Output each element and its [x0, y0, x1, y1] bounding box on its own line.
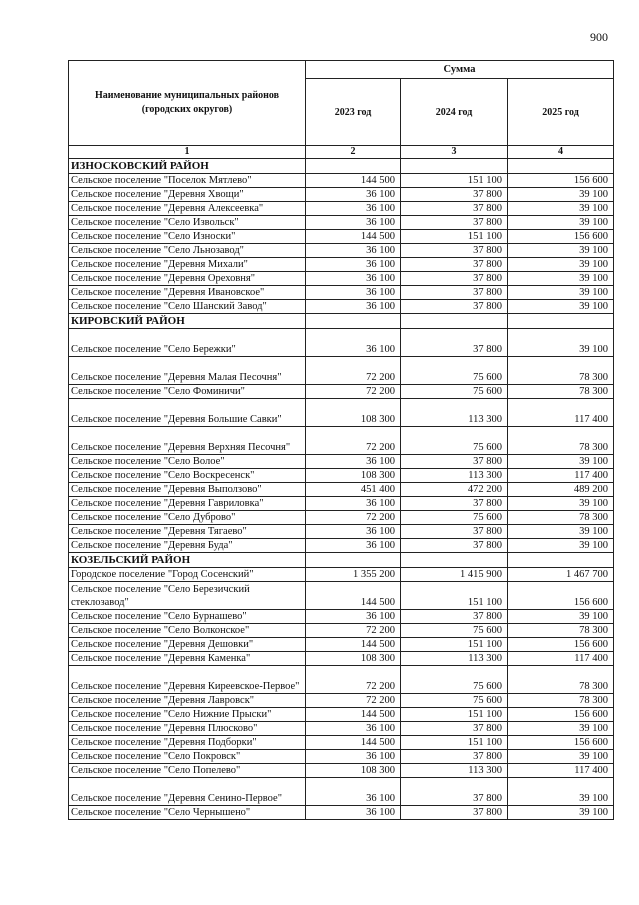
settlement-name: Сельское поселение "Село Березичский стеклозавод"	[69, 582, 306, 610]
amount-2024: 1 415 900	[401, 568, 508, 582]
empty-cell	[508, 159, 614, 174]
table-row	[69, 258, 614, 272]
amount-2023: 1 355 200	[306, 568, 401, 582]
amount-2023: 108 300	[306, 764, 401, 778]
amount-2024: 37 800	[401, 525, 508, 539]
district-row	[69, 553, 614, 568]
table-row	[69, 188, 614, 202]
table-row	[69, 610, 614, 624]
empty-cell	[401, 314, 508, 329]
settlement-name: Сельское поселение "Деревня Тягаево"	[69, 525, 306, 539]
empty-cell	[306, 314, 401, 329]
amount-2025: 156 600	[508, 638, 614, 652]
table-row	[69, 427, 614, 455]
amount-2023: 72 200	[306, 694, 401, 708]
table-row	[69, 722, 614, 736]
amount-2023: 72 200	[306, 666, 401, 694]
amount-2023: 36 100	[306, 722, 401, 736]
amount-2024: 37 800	[401, 258, 508, 272]
amount-2025: 39 100	[508, 216, 614, 230]
table-row	[69, 694, 614, 708]
amount-2024: 37 800	[401, 202, 508, 216]
column-number: 3	[401, 146, 508, 159]
settlement-name: Сельское поселение "Деревня Верхняя Песочня"	[69, 427, 306, 455]
settlement-name: Сельское поселение "Деревня Михали"	[69, 258, 306, 272]
settlement-name: Сельское поселение "Село Волконское"	[69, 624, 306, 638]
table-row	[69, 216, 614, 230]
amount-2024: 151 100	[401, 582, 508, 610]
amount-2024: 37 800	[401, 300, 508, 314]
amount-2025: 78 300	[508, 511, 614, 525]
settlement-name: Сельское поселение "Деревня Хвощи"	[69, 188, 306, 202]
page-number: 900	[590, 30, 608, 44]
amount-2024: 37 800	[401, 778, 508, 806]
table-row	[69, 497, 614, 511]
amount-2024: 37 800	[401, 722, 508, 736]
settlement-name: Сельское поселение "Село Попелево"	[69, 764, 306, 778]
settlement-name: Городское поселение "Город Сосенский"	[69, 568, 306, 582]
settlement-name: Сельское поселение "Село Льнозавод"	[69, 244, 306, 258]
amount-2023: 36 100	[306, 188, 401, 202]
amount-2024: 75 600	[401, 427, 508, 455]
table-row	[69, 778, 614, 806]
amount-2023: 144 500	[306, 174, 401, 188]
district-row	[69, 159, 614, 174]
table-row	[69, 539, 614, 553]
district-title: КИРОВСКИЙ РАЙОН	[69, 314, 306, 329]
settlement-name: Сельское поселение "Село Шанский Завод"	[69, 300, 306, 314]
amount-2024: 75 600	[401, 694, 508, 708]
amount-2025: 39 100	[508, 455, 614, 469]
settlement-name: Сельское поселение "Деревня Лавровск"	[69, 694, 306, 708]
empty-cell	[401, 159, 508, 174]
amount-2023: 72 200	[306, 357, 401, 385]
amount-2024: 37 800	[401, 244, 508, 258]
settlement-name: Сельское поселение "Деревня Гавриловка"	[69, 497, 306, 511]
table-row	[69, 708, 614, 722]
empty-cell	[401, 553, 508, 568]
amount-2023: 36 100	[306, 329, 401, 357]
table-row	[69, 357, 614, 385]
amount-2025: 39 100	[508, 539, 614, 553]
amount-2025: 1 467 700	[508, 568, 614, 582]
amount-2024: 151 100	[401, 174, 508, 188]
amount-2023: 108 300	[306, 652, 401, 666]
settlement-name: Сельское поселение "Село Извольск"	[69, 216, 306, 230]
settlement-name: Сельское поселение "Деревня Малая Песочня"	[69, 357, 306, 385]
amount-2025: 156 600	[508, 736, 614, 750]
table-row	[69, 469, 614, 483]
amount-2024: 37 800	[401, 610, 508, 624]
amount-2023: 36 100	[306, 244, 401, 258]
amount-2025: 156 600	[508, 582, 614, 610]
amount-2024: 151 100	[401, 230, 508, 244]
amount-2024: 472 200	[401, 483, 508, 497]
table-row	[69, 202, 614, 216]
amount-2023: 36 100	[306, 610, 401, 624]
table-row	[69, 525, 614, 539]
amount-2023: 36 100	[306, 202, 401, 216]
header-year-2024: 2024 год	[401, 79, 508, 146]
settlement-name: Сельское поселение "Село Чернышено"	[69, 806, 306, 820]
settlement-name: Сельское поселение "Деревня Выползово"	[69, 483, 306, 497]
table-row	[69, 750, 614, 764]
amount-2024: 37 800	[401, 272, 508, 286]
table-row	[69, 230, 614, 244]
settlement-name: Сельское поселение "Село Воскресенск"	[69, 469, 306, 483]
amount-2025: 39 100	[508, 202, 614, 216]
settlement-name: Сельское поселение "Деревня Большие Савки"	[69, 399, 306, 427]
amount-2023: 36 100	[306, 750, 401, 764]
amount-2023: 36 100	[306, 300, 401, 314]
table-row	[69, 174, 614, 188]
table-row	[69, 455, 614, 469]
amount-2024: 37 800	[401, 497, 508, 511]
amount-2024: 75 600	[401, 511, 508, 525]
amount-2025: 39 100	[508, 610, 614, 624]
amount-2025: 39 100	[508, 806, 614, 820]
settlement-name: Сельское поселение "Село Волое"	[69, 455, 306, 469]
amount-2023: 36 100	[306, 539, 401, 553]
amount-2023: 36 100	[306, 525, 401, 539]
table-row	[69, 385, 614, 399]
settlement-name: Сельское поселение "Село Фоминичи"	[69, 385, 306, 399]
column-number: 2	[306, 146, 401, 159]
amount-2025: 78 300	[508, 427, 614, 455]
table-row	[69, 244, 614, 258]
district-title: ИЗНОСКОВСКИЙ РАЙОН	[69, 159, 306, 174]
amount-2024: 113 300	[401, 764, 508, 778]
settlement-name: Сельское поселение "Село Дуброво"	[69, 511, 306, 525]
amount-2023: 36 100	[306, 286, 401, 300]
empty-cell	[508, 314, 614, 329]
amount-2025: 117 400	[508, 399, 614, 427]
amount-2024: 37 800	[401, 216, 508, 230]
amount-2025: 117 400	[508, 469, 614, 483]
table-row	[69, 624, 614, 638]
amount-2023: 72 200	[306, 385, 401, 399]
table-row	[69, 272, 614, 286]
amount-2025: 78 300	[508, 624, 614, 638]
amount-2023: 36 100	[306, 258, 401, 272]
amount-2025: 39 100	[508, 750, 614, 764]
settlement-name: Сельское поселение "Деревня Буда"	[69, 539, 306, 553]
amount-2023: 36 100	[306, 216, 401, 230]
amount-2024: 37 800	[401, 286, 508, 300]
amount-2025: 117 400	[508, 652, 614, 666]
amount-2025: 39 100	[508, 244, 614, 258]
header-name-column: Наименование муниципальных районов (городских округов)	[69, 61, 306, 146]
empty-cell	[306, 553, 401, 568]
settlement-name: Сельское поселение "Деревня Ореховня"	[69, 272, 306, 286]
table-row	[69, 300, 614, 314]
settlement-name: Сельское поселение "Деревня Сенино-Первое"	[69, 778, 306, 806]
settlement-name: Сельское поселение "Село Износки"	[69, 230, 306, 244]
header-year-2023: 2023 год	[306, 79, 401, 146]
settlement-name: Сельское поселение "Поселок Мятлево"	[69, 174, 306, 188]
amount-2025: 39 100	[508, 778, 614, 806]
amount-2025: 78 300	[508, 357, 614, 385]
amount-2024: 37 800	[401, 539, 508, 553]
settlement-name: Сельское поселение "Село Покровск"	[69, 750, 306, 764]
district-title: КОЗЕЛЬСКИЙ РАЙОН	[69, 553, 306, 568]
settlement-name: Сельское поселение "Деревня Подборки"	[69, 736, 306, 750]
settlement-name: Сельское поселение "Село Нижние Прыски"	[69, 708, 306, 722]
amount-2023: 144 500	[306, 736, 401, 750]
amount-2024: 37 800	[401, 188, 508, 202]
amount-2023: 451 400	[306, 483, 401, 497]
table-row	[69, 582, 614, 610]
amount-2023: 72 200	[306, 511, 401, 525]
amount-2025: 78 300	[508, 385, 614, 399]
header-sum: Сумма	[306, 61, 614, 79]
table-body	[69, 159, 614, 820]
amount-2023: 36 100	[306, 455, 401, 469]
amount-2025: 156 600	[508, 174, 614, 188]
amount-2025: 156 600	[508, 708, 614, 722]
settlement-name: Сельское поселение "Деревня Каменка"	[69, 652, 306, 666]
table-row	[69, 764, 614, 778]
table-row	[69, 399, 614, 427]
amount-2024: 113 300	[401, 652, 508, 666]
table-row	[69, 568, 614, 582]
amount-2024: 151 100	[401, 708, 508, 722]
settlement-name: Сельское поселение "Деревня Дешовки"	[69, 638, 306, 652]
settlement-name: Сельское поселение "Село Бурнашево"	[69, 610, 306, 624]
amount-2023: 72 200	[306, 624, 401, 638]
amount-2023: 144 500	[306, 230, 401, 244]
amount-2023: 144 500	[306, 708, 401, 722]
empty-cell	[306, 159, 401, 174]
amount-2023: 72 200	[306, 427, 401, 455]
amount-2025: 117 400	[508, 764, 614, 778]
table-row	[69, 806, 614, 820]
table-row	[69, 329, 614, 357]
amount-2025: 39 100	[508, 525, 614, 539]
amount-2024: 37 800	[401, 806, 508, 820]
settlement-name: Сельское поселение "Деревня Плюсково"	[69, 722, 306, 736]
amount-2023: 36 100	[306, 497, 401, 511]
empty-cell	[508, 553, 614, 568]
amount-2025: 39 100	[508, 497, 614, 511]
amount-2024: 151 100	[401, 638, 508, 652]
column-number: 4	[508, 146, 614, 159]
amount-2025: 39 100	[508, 329, 614, 357]
amount-2025: 39 100	[508, 258, 614, 272]
amount-2023: 36 100	[306, 778, 401, 806]
amount-2024: 75 600	[401, 385, 508, 399]
amount-2025: 156 600	[508, 230, 614, 244]
amount-2025: 39 100	[508, 286, 614, 300]
amount-2023: 36 100	[306, 272, 401, 286]
budget-table	[68, 60, 614, 820]
amount-2025: 78 300	[508, 694, 614, 708]
amount-2025: 39 100	[508, 300, 614, 314]
amount-2023: 144 500	[306, 582, 401, 610]
district-row	[69, 314, 614, 329]
amount-2023: 108 300	[306, 469, 401, 483]
table-row	[69, 483, 614, 497]
amount-2024: 75 600	[401, 666, 508, 694]
amount-2024: 37 800	[401, 750, 508, 764]
amount-2023: 108 300	[306, 399, 401, 427]
amount-2024: 113 300	[401, 399, 508, 427]
amount-2024: 37 800	[401, 329, 508, 357]
settlement-name: Сельское поселение "Деревня Алексеевка"	[69, 202, 306, 216]
amount-2025: 39 100	[508, 188, 614, 202]
settlement-name: Сельское поселение "Село Бережки"	[69, 329, 306, 357]
header-year-2025: 2025 год	[508, 79, 614, 146]
table-row	[69, 652, 614, 666]
amount-2024: 37 800	[401, 455, 508, 469]
amount-2025: 78 300	[508, 666, 614, 694]
settlement-name: Сельское поселение "Деревня Ивановское"	[69, 286, 306, 300]
amount-2024: 113 300	[401, 469, 508, 483]
column-number: 1	[69, 146, 306, 159]
amount-2023: 36 100	[306, 806, 401, 820]
amount-2023: 144 500	[306, 638, 401, 652]
amount-2024: 151 100	[401, 736, 508, 750]
amount-2025: 489 200	[508, 483, 614, 497]
amount-2025: 39 100	[508, 272, 614, 286]
settlement-name: Сельское поселение "Деревня Киреевское-Первое"	[69, 666, 306, 694]
table-row	[69, 511, 614, 525]
table-row	[69, 736, 614, 750]
table-row	[69, 286, 614, 300]
table-row	[69, 666, 614, 694]
amount-2024: 75 600	[401, 624, 508, 638]
amount-2025: 39 100	[508, 722, 614, 736]
amount-2024: 75 600	[401, 357, 508, 385]
table-row	[69, 638, 614, 652]
